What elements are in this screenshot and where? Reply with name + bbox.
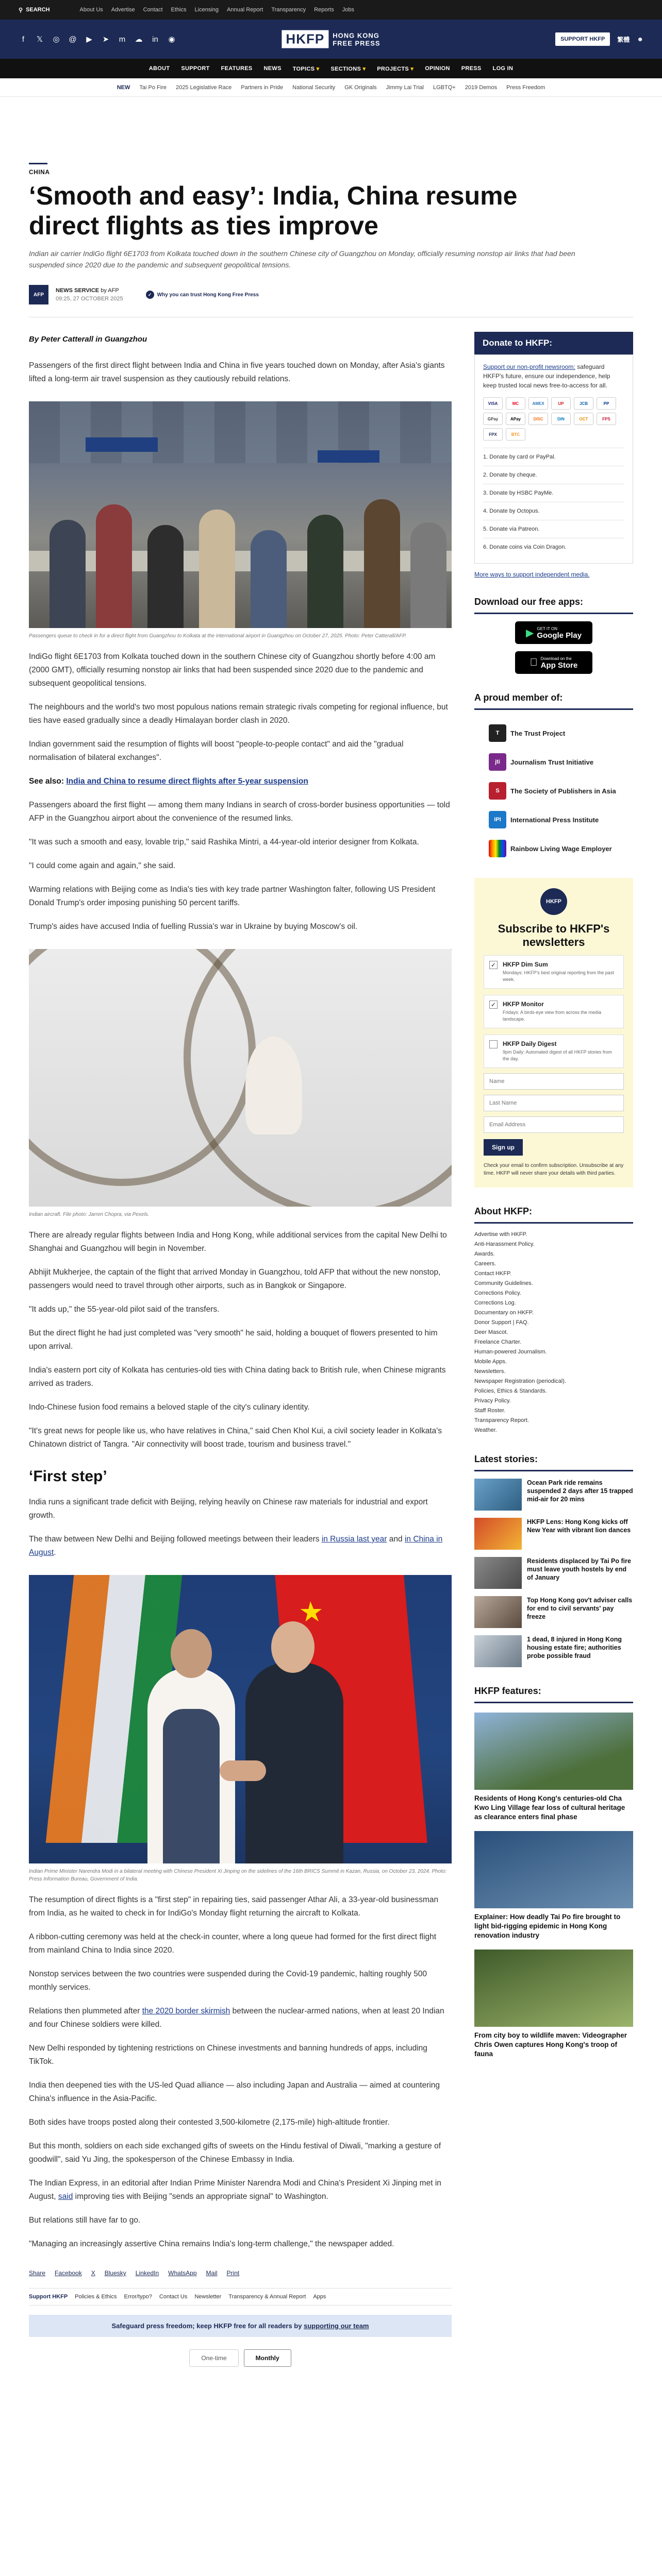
text-span: and bbox=[389, 1535, 403, 1544]
site-header bbox=[0, 20, 662, 59]
paragraph: Passengers of the first direct flight between India and China in five years touched down on Monday, after Asia's giants lifted a long-term air travel suspension as they cautiously rebuild relations. bbox=[29, 361, 445, 383]
topic-divider bbox=[29, 163, 47, 164]
nav-item-about[interactable]: ABOUT bbox=[148, 65, 170, 72]
photo-airport-queue bbox=[29, 401, 452, 628]
paragraph: India then deepened ties with the US-led Quad alliance — also including Japan and Australia — aimed at countering China's influence in the Asia-Pacific. bbox=[29, 2081, 440, 2103]
about-link[interactable]: Privacy Policy. bbox=[474, 1398, 511, 1404]
article-header bbox=[0, 97, 662, 304]
donate-intro bbox=[483, 362, 624, 390]
paragraph: "It adds up," the 55-year-old pilot said of the transfers. bbox=[29, 1305, 220, 1314]
paragraph: Indian government said the resumption of flights will boost "people-to-people contact" and aid the "gradual normalisation of bilateral exchanges". bbox=[29, 740, 404, 762]
byline-time: 09:25, 27 OCTOBER 2025 bbox=[56, 296, 123, 302]
article-title: ‘Smooth and easy’: India, China resume direct flights as ties improve bbox=[29, 181, 518, 240]
tag-link[interactable]: National Security bbox=[292, 84, 336, 91]
photo-sign bbox=[318, 450, 379, 463]
donate-option[interactable]: 2. Donate by cheque. bbox=[483, 466, 624, 484]
photo-modi-xi bbox=[29, 1575, 452, 1863]
about-link[interactable]: Deer Mascot. bbox=[474, 1329, 508, 1335]
donate-intro-link[interactable]: Support our non-profit newsroom: bbox=[483, 363, 575, 370]
paypal-icon: PP bbox=[597, 397, 616, 410]
paragraph: "It's great news for people like us, who have relatives in China," said Chen Khol Kui, a civil society leader in Kolkata's Chinatown district of Tangra. "Air connectivity will boost trade, tourism and business travel." bbox=[29, 1427, 442, 1449]
photo-person bbox=[410, 522, 446, 628]
chevron-down-icon: ▾ bbox=[362, 65, 366, 72]
about-link[interactable]: Transparency Report. bbox=[474, 1417, 529, 1423]
store-big-text: App Store bbox=[537, 660, 574, 670]
story-thumbnail bbox=[474, 1518, 522, 1550]
newsletter-option-daily-digest[interactable] bbox=[484, 1035, 624, 1068]
story-title: HKFP Lens: Hong Kong kicks off New Year with vibrant lion dances bbox=[527, 1518, 631, 1534]
features-title: HKFP features: bbox=[474, 1686, 633, 1703]
utility-link[interactable]: Ethics bbox=[171, 7, 187, 13]
feature-image bbox=[474, 1831, 633, 1908]
nav-item-support[interactable]: SUPPORT bbox=[181, 65, 210, 72]
text-span: Relations then plummeted after bbox=[29, 2007, 140, 2015]
utility-link[interactable]: Annual Report bbox=[227, 7, 263, 13]
language-switch[interactable]: 繁體 bbox=[617, 36, 630, 43]
safeguard-text: Safeguard press freedom; keep HKFP free for all readers by bbox=[111, 2322, 302, 2330]
member-name: International Press Institute bbox=[510, 816, 599, 824]
search-icon: ⚲ bbox=[19, 7, 23, 13]
byline-avatar: AFP bbox=[29, 285, 48, 304]
paragraph: There are already regular flights between India and Hong Kong, while additional services from the capital New Delhi to Shanghai and Guangzhou will begin in November. bbox=[29, 1231, 447, 1253]
name-field[interactable] bbox=[484, 1073, 624, 1090]
footer-link[interactable]: Policies & Ethics bbox=[75, 2294, 117, 2300]
newsletter-logo: HKFP bbox=[540, 888, 567, 915]
newsletter-name: HKFP Monitor bbox=[503, 1001, 544, 1008]
newsletter-signup bbox=[474, 878, 633, 1188]
donate-option[interactable]: 6. Donate coins via Coin Dragon. bbox=[483, 538, 624, 556]
fps-icon: FPS bbox=[597, 413, 616, 425]
paragraph: Abhijit Mukherjee, the captain of the flight that arrived Monday in Guangzhou, told AFP that without the new nonstop, passengers would need to travel through other airports, such as in Bangkok or Singapore. bbox=[29, 1268, 441, 1290]
see-also-label: See also: bbox=[29, 777, 64, 786]
ipi-icon: IPI bbox=[489, 811, 506, 828]
checkbox-checked[interactable]: ✓ bbox=[489, 1001, 498, 1009]
byline-name: NEWS SERVICE bbox=[56, 287, 100, 294]
article-body bbox=[29, 317, 452, 2382]
donate-intro-text: safeguard HKFP's future, ensure our independence, help keep trusted local news free-to-access for all. bbox=[483, 363, 610, 389]
feature-image bbox=[474, 1950, 633, 2027]
member-jti[interactable] bbox=[474, 753, 633, 771]
member-name: Rainbow Living Wage Employer bbox=[510, 844, 612, 853]
latest-story[interactable] bbox=[474, 1635, 633, 1667]
nav-item-opinion[interactable]: OPINION bbox=[425, 65, 450, 72]
google-play-button[interactable] bbox=[515, 621, 592, 644]
byline bbox=[29, 285, 633, 304]
discover-icon: DISC bbox=[528, 413, 548, 425]
share-x[interactable]: X bbox=[91, 2269, 95, 2277]
newsletter-option-dim-sum[interactable] bbox=[484, 955, 624, 989]
paragraph: Passengers aboard the first flight — among them many Indians in search of cross-border business opportunities — told AFP in the Guangzhou airport about the convenience of the resumed links. bbox=[29, 801, 450, 823]
feature-image bbox=[474, 1713, 633, 1790]
share-links bbox=[29, 2269, 452, 2277]
chevron-down-icon: ▾ bbox=[410, 65, 414, 72]
figure-modi-xi bbox=[29, 1575, 452, 1883]
footer-link[interactable]: Contact Us bbox=[159, 2294, 188, 2300]
donate-option[interactable]: 5. Donate via Patreon. bbox=[483, 520, 624, 538]
about-link[interactable]: Awards. bbox=[474, 1251, 495, 1257]
photo-caption: Indian Prime Minister Narendra Modi in a bilateral meeting with Chinese President Xi Jinping on the sidelines of the 16th BRICS Summit in Kazan, Russia, on October 23, 2024. Photo: Press Information Bureau, Government of India. bbox=[29, 1869, 447, 1882]
photo-person bbox=[147, 525, 184, 628]
article-footer-links bbox=[29, 2288, 452, 2306]
store-small-text: Download on the bbox=[537, 656, 568, 661]
paragraph: Both sides have troops posted along their contested 3,500-kilometre (2,175-mile) high-altitude frontier. bbox=[29, 2118, 390, 2127]
jti-icon: jti bbox=[489, 753, 506, 771]
story-title: Top Hong Kong gov't adviser calls for end to civil servants' pay freeze bbox=[527, 1597, 633, 1620]
link-border-skirmish[interactable]: the 2020 border skirmish bbox=[142, 2007, 230, 2015]
paragraph bbox=[29, 2177, 452, 2204]
sidebar bbox=[474, 317, 633, 2382]
share-linkedin[interactable]: LinkedIn bbox=[135, 2269, 159, 2277]
tag-link[interactable]: Tai Po Fire bbox=[139, 84, 167, 91]
checkbox-unchecked[interactable] bbox=[489, 1040, 498, 1048]
latest-story[interactable] bbox=[474, 1557, 633, 1589]
about-link[interactable]: Newsletters. bbox=[474, 1368, 506, 1375]
photo-caption: Indian aircraft. File photo: Jarren Chopra, via Pexels. bbox=[29, 1212, 150, 1217]
paragraph: "Managing an increasingly assertive China remains India's long-term challenge," the newspaper added. bbox=[29, 2240, 394, 2248]
paragraph: "I could come again and again," she said. bbox=[29, 861, 176, 870]
nav-item-projects[interactable] bbox=[377, 65, 413, 72]
story-title: Residents displaced by Tai Po fire must leave youth hostels by end of January bbox=[527, 1557, 631, 1581]
safeguard-banner bbox=[29, 2315, 452, 2337]
member-trust-project[interactable] bbox=[474, 724, 633, 742]
link-china-august[interactable]: in China in August bbox=[29, 1535, 443, 1557]
about-links bbox=[474, 1230, 633, 1435]
feature-title: Explainer: How deadly Tai Po fire brought to light bid-rigging epidemic in Hong Kong renovation industry bbox=[474, 1913, 621, 1939]
photo-caption: Passengers queue to check in for a direct flight from Guangzhou to Kolkata at the international airport in Guangzhou on October 27, 2025. Photo: Peter Catterall/AFP. bbox=[29, 633, 407, 639]
header-actions bbox=[555, 32, 643, 46]
logo-name bbox=[333, 31, 380, 47]
donate-option[interactable]: 4. Donate by Octopus. bbox=[483, 502, 624, 520]
sopa-icon: S bbox=[489, 782, 506, 800]
bitcoin-icon: BTC bbox=[506, 428, 525, 440]
paragraph: The neighbours and the world's two most populous nations remain strategic rivals competing for regional influence, but ties have eased gradually since a deadly Himalayan border clash in 2020. bbox=[29, 703, 448, 725]
share-print[interactable]: Print bbox=[226, 2269, 240, 2277]
member-name: The Society of Publishers in Asia bbox=[510, 787, 616, 795]
apple-icon bbox=[530, 657, 538, 669]
site-logo[interactable] bbox=[282, 30, 380, 48]
latest-story[interactable] bbox=[474, 1479, 633, 1511]
nav-item-sections[interactable] bbox=[330, 65, 366, 72]
diners-icon: DIN bbox=[551, 413, 571, 425]
photo-handshake bbox=[220, 1760, 266, 1781]
link-russia-last-year[interactable]: in Russia last year bbox=[321, 1535, 387, 1544]
youtube-icon[interactable]: ▶ bbox=[86, 35, 92, 44]
rainbow-icon bbox=[489, 840, 506, 857]
social-links bbox=[19, 35, 176, 44]
rss-icon[interactable]: ◉ bbox=[168, 35, 175, 44]
about-link[interactable]: Staff Roster. bbox=[474, 1408, 506, 1414]
sign-up-button[interactable]: Sign up bbox=[484, 1139, 523, 1156]
text-span: The Indian Express, in an editorial after Indian Prime Minister Narendra Modi and China's President Xi Jinping met in August, bbox=[29, 2179, 441, 2201]
shield-icon: ✓ bbox=[146, 291, 154, 299]
paragraph: But relations still have far to go. bbox=[29, 2216, 141, 2225]
search-label: SEARCH bbox=[26, 7, 50, 13]
paragraph: IndiGo flight 6E1703 from Kolkata touched down in the southern Chinese city of Guangzhou shortly before 4:00 am (2000 GMT), officially resuming nonstop air links that had been suspended since 2020 due to the pandemic and subsequent geopolitical tensions. bbox=[29, 652, 436, 688]
story-thumbnail bbox=[474, 1479, 522, 1511]
paragraph bbox=[29, 2005, 452, 2031]
photo-person bbox=[49, 520, 86, 628]
newsletter-desc: Fridays: A birds-eye view from across the media landscape. bbox=[503, 1010, 602, 1022]
article-subtitle: Indian air carrier IndiGo flight 6E1703 from Kolkata touched down in the southern Chinese city of Guangzhou on Monday, officially resuming nonstop air links that had been suspended since 2020 due to the pandemic and subsequent geopolitical tensions. bbox=[29, 249, 575, 269]
telegram-icon[interactable]: ➤ bbox=[102, 35, 109, 44]
about-link[interactable]: Weather. bbox=[474, 1427, 497, 1433]
paragraph: A ribbon-cutting ceremony was held at the check-in counter, where a long queue had formed for the first direct flight from mainland China to India since 2020. bbox=[29, 1933, 437, 1955]
figure-airport-queue bbox=[29, 401, 452, 640]
member-logos bbox=[474, 710, 633, 857]
latest-story[interactable] bbox=[474, 1518, 633, 1550]
donation-frequency-tabs bbox=[29, 2349, 452, 2382]
tab-one-time[interactable]: One-time bbox=[189, 2349, 238, 2367]
facebook-icon[interactable]: f bbox=[22, 35, 25, 44]
paragraph: But this month, soldiers on each side exchanged gifts of sweets on the Hindu festival of Diwali, "marking a gesture of goodwill", said Yu Jing, the spokesperson of the Chinese Embassy in India. bbox=[29, 2142, 441, 2164]
photo-person bbox=[364, 499, 400, 628]
story-thumbnail bbox=[474, 1596, 522, 1628]
star-icon: ★ bbox=[297, 1597, 325, 1628]
member-title: A proud member of: bbox=[474, 692, 633, 710]
story-title: Ocean Park ride remains suspended 2 days after 15 trapped mid-air for 20 mins bbox=[527, 1479, 633, 1503]
store-big-text: Google Play bbox=[537, 631, 582, 640]
nav-label: PROJECTS bbox=[377, 65, 409, 72]
article-author: By Peter Catterall in Guangzhou bbox=[29, 335, 147, 344]
tag-link[interactable]: Partners in Pride bbox=[241, 84, 284, 91]
paragraph: New Delhi responded by tightening restrictions on Chinese investments and banning hundreds of apps, including TikTok. bbox=[29, 2044, 427, 2066]
more-ways-link[interactable]: More ways to support independent media. bbox=[474, 571, 590, 578]
member-name: The Trust Project bbox=[510, 729, 566, 737]
story-thumbnail bbox=[474, 1635, 522, 1667]
support-hkfp-link[interactable]: Support HKFP bbox=[29, 2294, 68, 2300]
see-also bbox=[29, 775, 452, 788]
amex-icon: AMEX bbox=[528, 397, 548, 410]
feature-story[interactable] bbox=[474, 1831, 633, 1940]
unionpay-icon: UP bbox=[551, 397, 571, 410]
apple-pay-icon: APay bbox=[506, 413, 525, 425]
photo-ceiling bbox=[29, 401, 452, 463]
main-navigation bbox=[0, 59, 662, 78]
utility-link[interactable]: Transparency bbox=[271, 7, 306, 13]
about-link[interactable]: Careers. bbox=[474, 1261, 496, 1267]
paragraph bbox=[29, 1533, 452, 1560]
tab-monthly[interactable]: Monthly bbox=[244, 2349, 291, 2367]
paragraph: Indo-Chinese fusion food remains a beloved staple of the city's culinary identity. bbox=[29, 1403, 310, 1412]
nav-item-login[interactable]: LOG IN bbox=[492, 65, 514, 72]
feature-title: From city boy to wildlife maven: Videographer Chris Owen captures Hong Kong's troop of fauna bbox=[474, 2031, 627, 2058]
photo-figure bbox=[245, 1037, 302, 1134]
store-small-text: GET IT ON bbox=[537, 626, 558, 631]
checkbox-checked[interactable]: ✓ bbox=[489, 961, 498, 969]
paragraph: Nonstop services between the two countries were suspended during the Covid-19 pandemic, halting roughly 500 monthly services. bbox=[29, 1970, 427, 1992]
octopus-icon: OCT bbox=[574, 413, 593, 425]
member-ipi[interactable] bbox=[474, 811, 633, 828]
bluesky-icon[interactable]: ☁ bbox=[135, 35, 143, 44]
paragraph: Warming relations with Beijing come as India's ties with key trade partner Washington falter, following US President Donald Trump's order imposing punishing 50 percent tariffs. bbox=[29, 885, 436, 907]
story-thumbnail bbox=[474, 1557, 522, 1589]
text-span: between the nuclear-armed nations, when at least 20 Indian and four Chinese soldiers were killed. bbox=[29, 2007, 444, 2029]
tag-link[interactable]: 2025 Legislative Race bbox=[175, 84, 232, 91]
photo-person bbox=[251, 530, 287, 628]
about-link[interactable]: Donor Support | FAQ. bbox=[474, 1319, 529, 1326]
share-facebook[interactable]: Facebook bbox=[55, 2269, 82, 2277]
article-topic[interactable]: CHINA bbox=[29, 168, 50, 176]
photo-indian-aircraft bbox=[29, 949, 452, 1207]
tag-link[interactable]: LGBTQ+ bbox=[433, 84, 456, 91]
about-link[interactable]: Anti-Harassment Policy. bbox=[474, 1241, 535, 1247]
share-mail[interactable]: Mail bbox=[206, 2269, 218, 2277]
byline-text bbox=[56, 286, 123, 303]
utility-link[interactable]: Reports bbox=[314, 7, 334, 13]
latest-title: Latest stories: bbox=[474, 1454, 633, 1471]
footer-link[interactable]: Apps bbox=[313, 2294, 326, 2300]
instagram-icon[interactable]: ◎ bbox=[53, 35, 60, 44]
share-whatsapp[interactable]: WhatsApp bbox=[168, 2269, 197, 2277]
photo-person bbox=[96, 504, 132, 628]
photo-person bbox=[307, 515, 343, 628]
safeguard-link[interactable]: supporting our team bbox=[304, 2322, 369, 2330]
support-hkfp-button[interactable]: SUPPORT HKFP bbox=[555, 32, 610, 46]
feature-story[interactable] bbox=[474, 1713, 633, 1822]
trust-link-label: Why you can trust Hong Kong Free Press bbox=[157, 292, 259, 298]
about-link[interactable]: Contact HKFP. bbox=[474, 1270, 511, 1277]
newsletter-note: Check your email to confirm subscription. Unsubscribe at any time. HKFP will never share your details with third parties. bbox=[484, 1163, 624, 1176]
link-said[interactable]: said bbox=[58, 2192, 73, 2201]
about-link[interactable]: Documentary on HKFP. bbox=[474, 1310, 534, 1316]
visa-icon: VISA bbox=[483, 397, 503, 410]
jcb-icon: JCB bbox=[574, 397, 593, 410]
user-icon[interactable]: ☻ bbox=[637, 36, 643, 43]
text-span: The thaw between New Delhi and Beijing followed meetings between their leaders bbox=[29, 1535, 320, 1544]
utility-link[interactable]: About Us bbox=[79, 7, 103, 13]
share-bluesky[interactable]: Bluesky bbox=[104, 2269, 126, 2277]
footer-link[interactable]: Transparency & Annual Report bbox=[228, 2294, 306, 2300]
utility-link[interactable]: Contact bbox=[143, 7, 163, 13]
donate-title: Donate to HKFP: bbox=[474, 332, 633, 354]
nav-label: SECTIONS bbox=[330, 65, 361, 72]
search-button[interactable] bbox=[19, 7, 50, 13]
about-title: About HKFP: bbox=[474, 1206, 633, 1224]
footer-link[interactable]: Error/typo? bbox=[124, 2294, 152, 2300]
payment-methods bbox=[483, 397, 624, 440]
linkedin-icon[interactable]: in bbox=[152, 35, 158, 44]
content-layout bbox=[0, 317, 662, 2382]
about-link[interactable]: Community Guidelines. bbox=[474, 1280, 533, 1286]
newsletter-desc: 9pm Daily: Automated digest of all HKFP stories from the day. bbox=[503, 1049, 612, 1061]
logo-mark: HKFP bbox=[282, 30, 328, 48]
paragraph: India's eastern port city of Kolkata has centuries-old ties with China dating back to British rule, when Chinese migrants arrived as traders. bbox=[29, 1366, 446, 1388]
new-label: NEW bbox=[117, 84, 130, 91]
mastercard-icon: MC bbox=[506, 397, 525, 410]
trust-project-icon: T bbox=[489, 724, 506, 742]
see-also-link[interactable]: India and China to resume direct flights after 5-year suspension bbox=[66, 777, 308, 786]
newsletter-name: HKFP Daily Digest bbox=[503, 1040, 557, 1047]
newsletter-desc: Mondays: HKFP's best original reporting from the past week. bbox=[503, 970, 614, 982]
photo-figure bbox=[163, 1709, 220, 1863]
nav-item-press[interactable]: PRESS bbox=[461, 65, 482, 72]
photo-figure bbox=[171, 1629, 212, 1678]
about-link[interactable]: Freelance Charter. bbox=[474, 1339, 522, 1345]
google-pay-icon: GPay bbox=[483, 413, 503, 425]
photo-sign bbox=[86, 437, 158, 452]
fpx-icon: FPX bbox=[483, 428, 503, 440]
tag-link[interactable]: Press Freedom bbox=[506, 84, 545, 91]
about-link[interactable]: Advertise with HKFP. bbox=[474, 1231, 527, 1238]
newsletter-name: HKFP Dim Sum bbox=[503, 961, 548, 968]
footer-link[interactable]: Newsletter bbox=[194, 2294, 222, 2300]
about-link[interactable]: Policies, Ethics & Standards. bbox=[474, 1388, 547, 1394]
google-play-icon: ▶ bbox=[525, 627, 534, 639]
x-icon[interactable]: 𝕏 bbox=[36, 35, 43, 44]
threads-icon[interactable]: @ bbox=[69, 35, 77, 44]
story-title: 1 dead, 8 injured in Hong Kong housing estate fire; authorities probe possible fraud bbox=[527, 1636, 622, 1659]
apps-title: Download our free apps: bbox=[474, 597, 633, 614]
paragraph: The resumption of direct flights is a "first step" in repairing ties, said passenger Athar Ali, a 33-year-old businessman from India, as he waited to check in for IndiGo's Monday flight returning the aircraft to Kolkata. bbox=[29, 1895, 439, 1918]
nav-item-news[interactable]: NEWS bbox=[263, 65, 282, 72]
figure-indian-aircraft bbox=[29, 949, 452, 1218]
photo-figure bbox=[271, 1621, 315, 1673]
paragraph: But the direct flight he had just completed was "very smooth" he said, holding a bouquet of flowers presented to him upon arrival. bbox=[29, 1329, 438, 1351]
chevron-down-icon: ▾ bbox=[316, 65, 320, 72]
paragraph: Trump's aides have accused India of fuelling Russia's war in Ukraine by buying Moscow's oil. bbox=[29, 922, 358, 931]
app-store-button[interactable] bbox=[515, 651, 592, 674]
last-name-field[interactable] bbox=[484, 1095, 624, 1111]
utility-link[interactable]: Advertise bbox=[111, 7, 135, 13]
tag-link[interactable]: GK Originals bbox=[344, 84, 377, 91]
about-link[interactable]: Newspaper Registration (periodical). bbox=[474, 1378, 566, 1384]
trending-tags bbox=[0, 78, 662, 97]
about-link[interactable]: Corrections Policy. bbox=[474, 1290, 521, 1296]
donate-box bbox=[474, 354, 633, 564]
email-field[interactable] bbox=[484, 1116, 624, 1133]
about-link[interactable]: Human-powered Journalism. bbox=[474, 1349, 547, 1355]
donate-option[interactable]: 3. Donate by HSBC PayMe. bbox=[483, 484, 624, 502]
utility-link[interactable]: Jobs bbox=[342, 7, 354, 13]
logo-line1: HONG KONG bbox=[333, 31, 379, 39]
latest-story[interactable] bbox=[474, 1596, 633, 1628]
text-span: improving ties with Beijing "sends an appropriate signal" to Washington. bbox=[75, 2192, 328, 2201]
paragraph: India runs a significant trade deficit with Beijing, relying heavily on Chinese raw materials for industrial and export growth. bbox=[29, 1498, 428, 1520]
nav-item-topics[interactable] bbox=[293, 65, 320, 72]
byline-by[interactable]: by AFP bbox=[101, 287, 119, 294]
about-link[interactable]: Mobile Apps. bbox=[474, 1359, 507, 1365]
about-link[interactable]: Corrections Log. bbox=[474, 1300, 516, 1306]
paragraph: "It was such a smooth and easy, lovable trip," said Rashika Mintri, a 44-year-old interior designer from Kolkata. bbox=[29, 838, 419, 846]
logo-line2: FREE PRESS bbox=[333, 39, 380, 47]
member-living-wage[interactable] bbox=[474, 840, 633, 857]
text-span: . bbox=[54, 1548, 56, 1557]
section-heading: ‘First step’ bbox=[29, 1468, 107, 1485]
newsletter-option-monitor[interactable] bbox=[484, 995, 624, 1028]
newsletter-title: Subscribe to HKFP's newsletters bbox=[498, 922, 610, 948]
utility-links bbox=[80, 7, 354, 13]
member-name: Journalism Trust Initiative bbox=[510, 758, 594, 766]
top-utility-bar bbox=[0, 0, 662, 20]
mastodon-icon[interactable]: m bbox=[119, 35, 126, 44]
photo-person bbox=[199, 510, 235, 628]
feature-story[interactable] bbox=[474, 1950, 633, 2059]
member-sopa[interactable] bbox=[474, 782, 633, 800]
nav-item-features[interactable]: FEATURES bbox=[221, 65, 253, 72]
trust-link[interactable] bbox=[146, 291, 259, 299]
tag-link[interactable]: Jimmy Lai Trial bbox=[386, 84, 424, 91]
photo-arch bbox=[184, 949, 452, 1207]
tag-link[interactable]: 2019 Demos bbox=[465, 84, 498, 91]
utility-link[interactable]: Licensing bbox=[194, 7, 219, 13]
donate-option[interactable]: 1. Donate by card or PayPal. bbox=[483, 448, 624, 466]
nav-label: TOPICS bbox=[292, 65, 315, 72]
feature-title: Residents of Hong Kong's centuries-old Cha Kwo Ling Village fear loss of cultural heritage as clearance enters final phase bbox=[474, 1794, 625, 1821]
share-link[interactable]: Share bbox=[29, 2269, 46, 2277]
